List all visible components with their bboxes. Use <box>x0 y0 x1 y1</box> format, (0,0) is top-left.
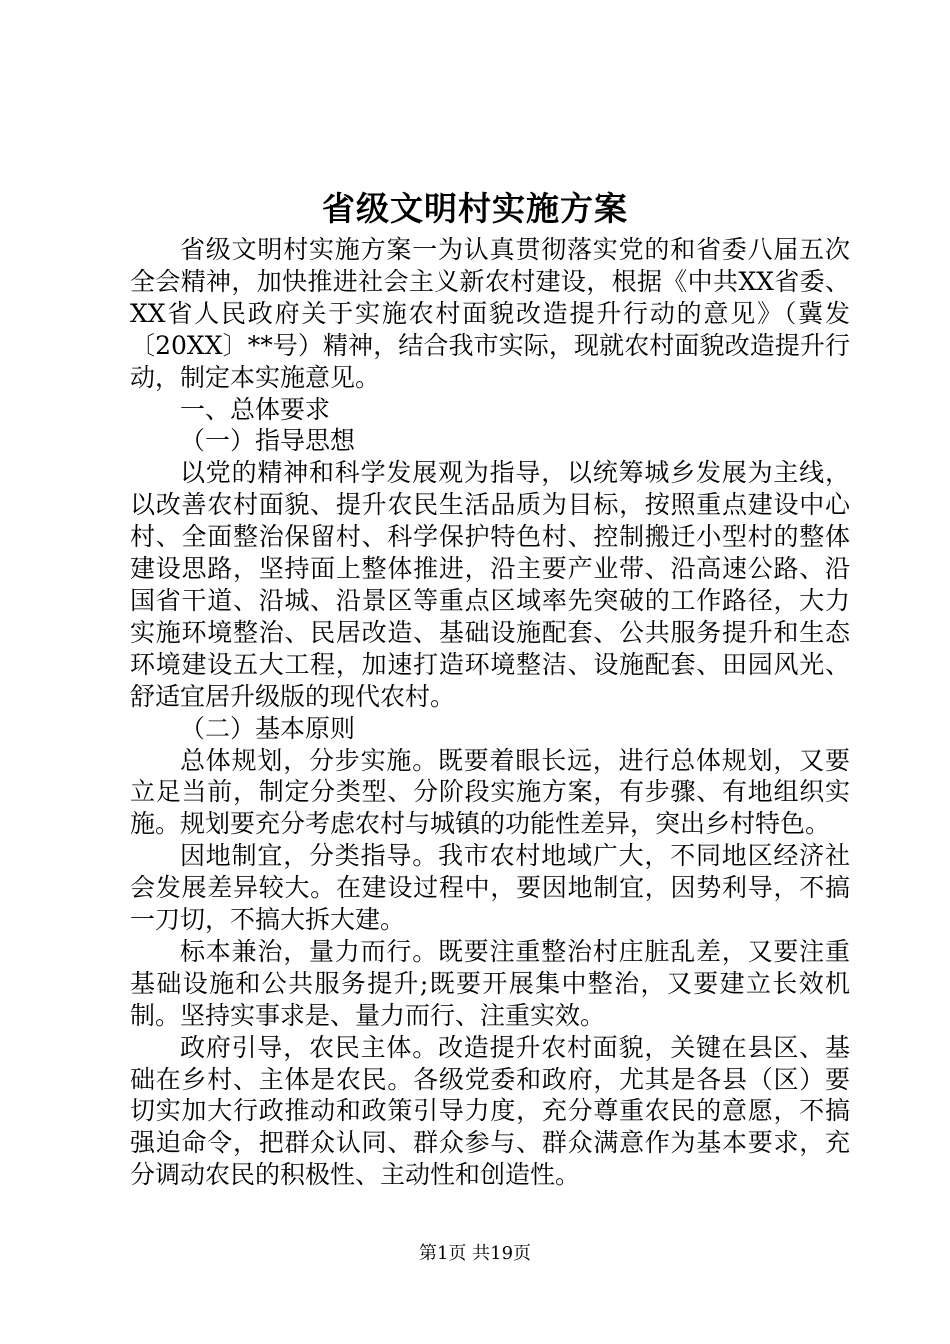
intro-paragraph: 省级文明村实施方案一为认真贯彻落实党的和省委八届五次全会精神，加快推进社会主义新农村建设，根据《中共XX省委、XX省人民政府关于实施农村面貌改造提升行动的意见》（冀发〔20XX〕**号）精神，结合我市实际，现就农村面貌改造提升行动，制定本实施意见。 <box>130 235 850 392</box>
section-heading-general-requirements: 一、总体要求 <box>180 394 331 424</box>
principle-paragraph-planning: 总体规划，分步实施。既要着眼长远，进行总体规划，又要立足当前，制定分类型、分阶段实施方案，有步骤、有地组织实施。规划要充分考虑农村与城镇的功能性差异，突出乡村特色。 <box>130 745 850 839</box>
principle-paragraph-local-conditions: 因地制宜，分类指导。我市农村地域广大，不同地区经济社会发展差异较大。在建设过程中，要因地制宜，因势利导，不搞一刀切，不搞大拆大建。 <box>130 841 850 935</box>
subheading-basic-principles: （二）基本原则 <box>180 713 356 743</box>
document-body <box>130 234 850 1191</box>
page-footer: 第1页 共19页 <box>418 1243 532 1264</box>
document-title: 省级文明村实施方案 <box>322 189 628 228</box>
principle-paragraph-capacity: 标本兼治，量力而行。既要注重整治村庄脏乱差，又要注重基础设施和公共服务提升;既要开展集中整治，又要建立长效机制。坚持实事求是、量力而行、注重实效。 <box>130 936 850 1030</box>
guiding-ideology-paragraph: 以党的精神和科学发展观为指导，以统筹城乡发展为主线，以改善农村面貌、提升农民生活品质为目标，按照重点建设中心村、全面整治保留村、科学保护特色村、控制搬迁小型村的整体建设思路，坚持面上整体推进，沿主要产业带、沿高速公路、沿国省干道、沿城、沿景区等重点区域率先突破的工作路径，大力实施环境整治、民居改造、基础设施配套、公共服务提升和生态环境建设五大工程，加速打造环境整洁、设施配套、田园风光、舒适宜居升级版的现代农村。 <box>130 458 850 711</box>
subheading-guiding-ideology: （一）指导思想 <box>180 426 356 456</box>
principle-paragraph-farmers: 政府引导，农民主体。改造提升农村面貌，关键在县区、基础在乡村、主体是农民。各级党委和政府，尤其是各县（区）要切实加大行政推动和政策引导力度，充分尊重农民的意愿，不搞强迫命令，把群众认同、群众参与、群众满意作为基本要求，充分调动农民的积极性、主动性和创造性。 <box>130 1032 850 1190</box>
